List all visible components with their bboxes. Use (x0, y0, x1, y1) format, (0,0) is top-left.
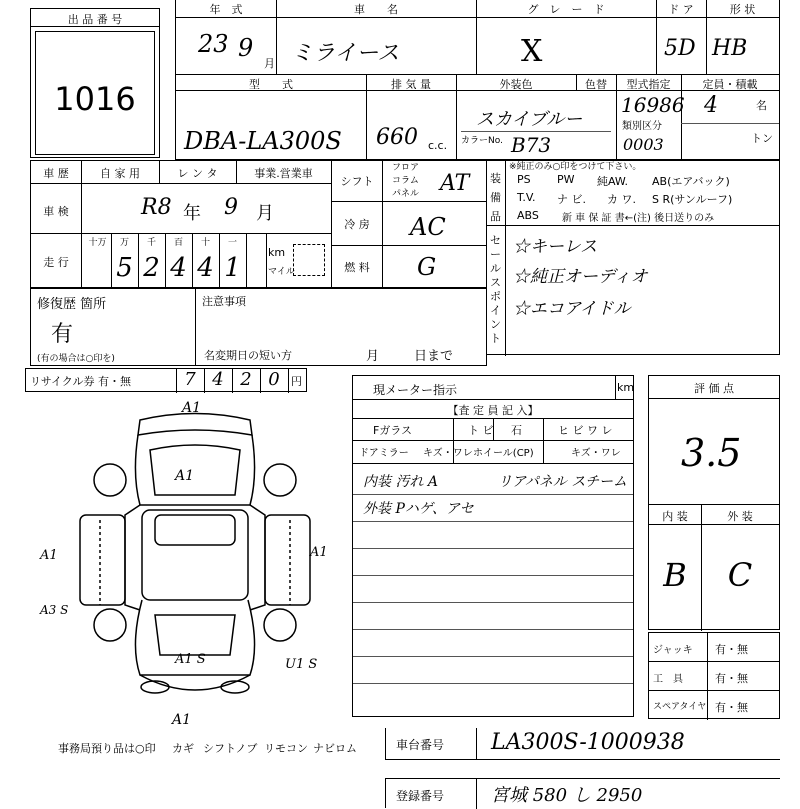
lot-number-box (30, 8, 160, 158)
accessory-value: 有・無 (715, 701, 748, 714)
history-label: 車 歴 (43, 167, 69, 180)
door-value: 5D (664, 36, 696, 61)
repair-value: 有 (51, 322, 74, 347)
inspector-comment: 内装 汚れ A (363, 474, 439, 490)
recycle-digit: 2 (240, 369, 252, 390)
rating-block (648, 375, 780, 630)
recycle-digit: 0 (268, 369, 280, 390)
accessory-value: 有・無 (715, 643, 748, 656)
equipment-navi: ナ ビ. (557, 193, 586, 206)
displacement-label: 排 気 量 (391, 78, 431, 91)
notes-block (195, 288, 487, 366)
equipment-pw: PW (557, 173, 575, 186)
private-use-label: 自 家 用 (100, 167, 140, 180)
name-change-deadline-label: 名変期日の短い方 (204, 349, 292, 362)
fuel-label: 燃 料 (344, 261, 370, 274)
equipment-ab: AB(エアバック) (652, 175, 730, 188)
capacity-value: 4 (704, 93, 718, 118)
inspector-comment: リアパネル スチーム (498, 474, 628, 490)
lot-number-value: 1016 (54, 80, 136, 118)
accessory-label: 工 具 (653, 674, 683, 685)
car-name-value: ミライース (291, 41, 400, 66)
mileage-digit: 4 (197, 253, 214, 283)
equipment-abs: ABS (517, 209, 539, 222)
interior-label: 内 装 (662, 510, 688, 523)
equipment-note: ※純正のみ○印をつけて下さい。 (509, 162, 642, 172)
chassis-block (385, 728, 780, 760)
crack-label: ヒ ビ ワ レ (558, 424, 613, 437)
shape-label: 形 状 (729, 3, 756, 16)
equipment-warranty: 新 車 保 証 書←(注) 後日送りのみ (562, 213, 715, 224)
inspection-month: 9 (224, 195, 238, 220)
registration-label: 登録番号 (396, 789, 445, 803)
equipment-block (486, 160, 780, 226)
ton-unit: トン (751, 132, 773, 145)
mileage-unit-1k: 千 (146, 238, 156, 248)
repaint-label: 色替 (585, 78, 607, 91)
inspection-month-unit: 月 (256, 203, 274, 224)
lot-number-inner (35, 31, 155, 155)
exterior-grade: C (727, 556, 753, 594)
year-label: 年 式 (209, 3, 243, 16)
mile-box (293, 244, 325, 276)
sales-point-item: ☆エコアイドル (513, 299, 631, 319)
capacity-unit: 名 (756, 99, 767, 112)
chassis-value: LA300S-1000938 (491, 730, 685, 755)
equipment-leather: カ ワ. (607, 193, 636, 206)
mileage-digit: 1 (224, 253, 241, 283)
notes-label: 注意事項 (202, 295, 246, 308)
damage-mark-lower-right: U1 S (285, 657, 318, 672)
inspection-year-unit: 年 (183, 203, 201, 224)
designation-value: 16986 (621, 93, 685, 117)
mileage-digit: 4 (170, 253, 187, 283)
shift-column-label: コラム (392, 176, 419, 186)
damage-mark-bottom: A1 (172, 712, 192, 728)
damage-mark-right: A1 (310, 545, 328, 560)
year-value: 23 (198, 30, 229, 58)
accessory-label: スペアタイヤ (653, 702, 707, 712)
fuel-value: G (417, 253, 437, 281)
equipment-ps: PS (517, 173, 531, 186)
office-item-navi-rom: ナビロム (313, 742, 357, 755)
mileage-digit: 5 (116, 253, 133, 283)
repair-block (30, 288, 196, 366)
mile-label: マイル (268, 267, 295, 277)
rating-label: 評 価 点 (694, 382, 734, 395)
equipment-sr: S R(サンルーフ) (652, 193, 733, 206)
damage-mark-hood: A1 (175, 468, 195, 484)
vehicle-header (175, 0, 780, 75)
sales-points-block (486, 225, 780, 355)
sales-point-item: ☆キーレス (513, 237, 598, 257)
office-item-key: カギ (172, 742, 194, 755)
displacement-value: 660 (376, 125, 418, 150)
equipment-label: 装備品 (490, 172, 501, 223)
equipment-tv: T.V. (517, 191, 536, 204)
sales-point-item: ☆純正オーディオ (513, 267, 648, 287)
office-item-remote: リモコン (264, 742, 308, 755)
yen-unit: 円 (291, 375, 302, 388)
office-note: 事務局預り品は○印 (58, 742, 156, 755)
interior-grade: B (663, 556, 687, 594)
inspector-comment: 外装 Pハゲ、アセ (363, 501, 474, 517)
exterior-color-value: スカイブルー (476, 109, 583, 130)
chassis-label: 車台番号 (396, 738, 445, 752)
glass-label: Fガラス (373, 424, 412, 437)
model-row (175, 74, 780, 160)
shift-value: AT (440, 171, 470, 196)
registration-value: 宮城 580 し 2950 (491, 785, 643, 806)
mileage-unit-1: 一 (227, 238, 237, 248)
mileage-label: 走 行 (43, 256, 69, 269)
inspection-label: 車 検 (43, 205, 69, 218)
accessory-label: ジャッキ (653, 645, 693, 656)
inspector-section-label: 【査 定 員 記 入】 (447, 404, 539, 417)
meter-label: 現メーター指示 (373, 383, 458, 397)
meter-unit: km (617, 381, 635, 394)
deadline-day-unit: 日まで (414, 349, 454, 364)
damage-mark-left-rear: A3 S (40, 603, 69, 617)
grade-value: X (521, 34, 543, 69)
door-label: ド ア (668, 3, 694, 16)
mirror-label: ドアミラー (359, 448, 409, 459)
wheel-label: ホイール(CP) (473, 448, 534, 459)
mirror-value: キズ・ワレ (423, 448, 473, 459)
recycle-label: リサイクル券 有・無 (30, 375, 131, 388)
exterior-label: 外 装 (727, 510, 753, 523)
recycle-digit: 7 (184, 369, 196, 390)
accessories-block (648, 632, 780, 719)
shift-panel-label: パネル (392, 189, 420, 199)
repair-label: 修復歴 箇所 (37, 297, 107, 312)
recycle-digit: 4 (212, 369, 224, 390)
equipment-aw: 純AW. (597, 175, 629, 188)
mileage-unit-100k: 十万 (88, 238, 107, 248)
class-label: 類別区分 (622, 121, 662, 132)
damage-mark-front: A1 (182, 400, 202, 416)
designation-label: 型式指定 (626, 78, 671, 91)
model-type-label: 型 式 (249, 78, 293, 91)
deadline-month-unit: 月 (366, 349, 380, 364)
capacity-label: 定員・積載 (702, 78, 758, 91)
exterior-color-label: 外装色 (499, 78, 533, 91)
cc-unit: c.c. (428, 139, 448, 152)
shift-floor-label: フロア (392, 163, 420, 173)
month-value: 9 (238, 34, 254, 62)
model-type-value: DBA-LA300S (184, 127, 342, 155)
rental-label: レ ン タ (177, 167, 218, 180)
stone-label: 石 (511, 424, 522, 437)
color-no-label: カラーNo. (461, 136, 503, 146)
ac-label: 冷 房 (344, 218, 370, 231)
rating-value: 3.5 (681, 431, 742, 475)
repair-note: (有の場合は○印を) (37, 354, 115, 364)
recycle-block (25, 368, 307, 392)
drive-block (331, 160, 487, 288)
month-unit: 月 (264, 57, 275, 70)
sales-points-label: セールスポイント (490, 234, 501, 345)
business-label: 事業.営業車 (254, 167, 313, 180)
damage-mark-left: A1 (40, 548, 58, 563)
history-block (30, 160, 332, 288)
grade-label: グ レ ー ド (527, 3, 605, 16)
ac-value: AC (410, 213, 446, 241)
car-damage-diagram (70, 405, 320, 715)
mileage-unit-10k: 万 (119, 238, 129, 248)
mileage-unit-10: 十 (200, 238, 210, 248)
lot-number-label: 出 品 番 号 (67, 13, 123, 26)
shape-value: HB (712, 36, 748, 61)
inspector-block (352, 375, 634, 717)
km-label: km (268, 246, 286, 259)
accessory-value: 有・無 (715, 672, 748, 685)
mileage-unit-100: 百 (173, 238, 183, 248)
chip-label: ト ビ (468, 424, 494, 437)
class-value: 0003 (623, 135, 664, 154)
damage-mark-lower-center: A1 S (175, 652, 206, 667)
registration-block (385, 778, 780, 808)
mileage-digit: 2 (143, 253, 160, 283)
office-item-shift-knob: シフトノブ (203, 742, 258, 755)
color-no-value: B73 (511, 133, 552, 157)
name-label: 車 名 (354, 3, 398, 16)
wheel-value: キズ・ワレ (571, 448, 621, 459)
inspection-year: R8 (141, 195, 172, 220)
shift-label: シフト (340, 175, 374, 188)
